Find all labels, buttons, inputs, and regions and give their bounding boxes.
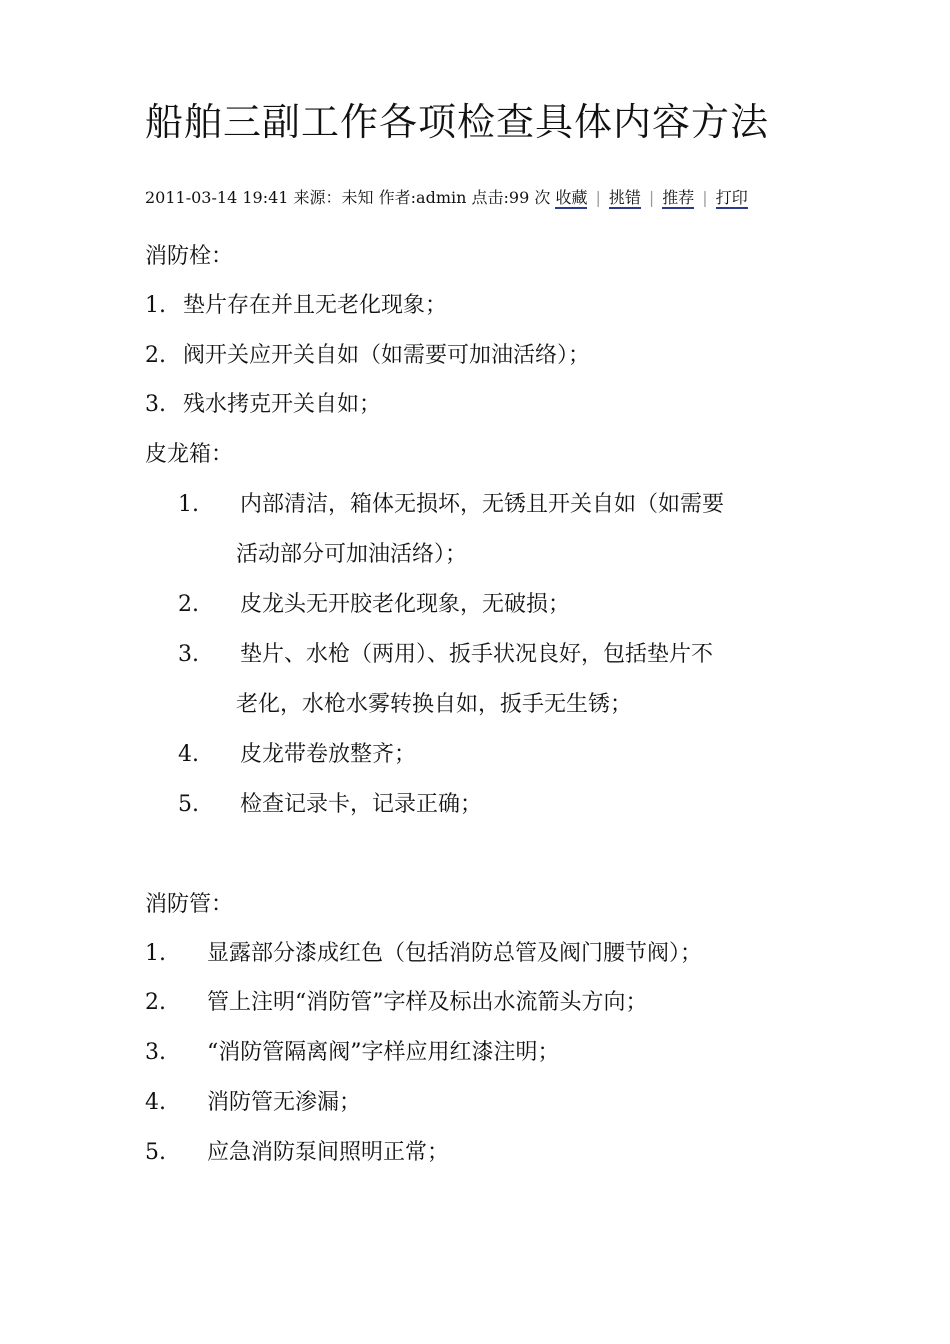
list-item [145, 341, 590, 371]
item-number: 1. [145, 293, 166, 318]
item-number: 5. [145, 1140, 166, 1165]
report-error-link[interactable]: 挑错 [608, 188, 641, 207]
item-number: 4. [178, 742, 199, 767]
item-number: 2. [145, 343, 166, 368]
list-item [145, 1088, 361, 1118]
separator: | [595, 188, 601, 207]
item-number: 2. [178, 592, 199, 617]
list-item [178, 490, 724, 520]
item-text: 应急消防泵间照明正常； [207, 1140, 450, 1165]
print-link[interactable]: 打印 [715, 188, 748, 207]
separator: | [648, 188, 655, 207]
list-item [145, 939, 702, 969]
section-heading-hydrant: 消防栓： [145, 244, 234, 269]
article-meta [145, 186, 810, 210]
item-text: 管上注明“消防管”字样及标出水流箭头方向； [207, 990, 648, 1015]
item-number: 3. [145, 1040, 166, 1065]
item-number: 1. [178, 492, 199, 517]
item-text: 显露部分漆成红色（包括消防总管及阀门腰节阀）； [207, 941, 703, 966]
item-text: 皮龙带卷放整齐； [240, 742, 417, 767]
click-count: 点击:99 次 [471, 188, 551, 207]
section-heading-hose-box: 皮龙箱： [145, 442, 234, 467]
publish-date: 2011-03-14 19:41 [145, 188, 289, 207]
item-number: 3. [178, 642, 199, 667]
item-number: 1. [145, 941, 166, 966]
item-number: 4. [145, 1090, 166, 1115]
favorite-link[interactable]: 收藏 [555, 188, 588, 207]
item-text: 消防管无渗漏； [207, 1090, 362, 1115]
list-item [178, 790, 482, 820]
list-item [145, 1138, 449, 1168]
item-text: 内部清洁，箱体无损坏，无锈且开关自如（如需要 [240, 492, 725, 517]
list-item [178, 740, 416, 770]
recommend-link[interactable]: 推荐 [662, 188, 695, 207]
list-item [145, 390, 381, 420]
item-number: 2. [145, 990, 166, 1015]
section-heading-fire-main: 消防管： [145, 892, 234, 917]
item-text: 残水拷克开关自如； [183, 392, 382, 417]
item-text-continued: 活动部分可加油活络）； [236, 542, 468, 567]
list-item [145, 291, 447, 321]
list-item [145, 988, 648, 1018]
page-title: 船舶三副工作各项检查具体内容方法 [145, 100, 770, 144]
item-text-continued: 老化，水枪水雾转换自如，扳手无生锈； [236, 692, 633, 717]
author-label: 作者:admin [378, 188, 467, 207]
list-item [178, 590, 570, 620]
item-text: 检查记录卡，记录正确； [240, 792, 483, 817]
list-item [145, 1038, 560, 1068]
item-text: “消防管隔离阀”字样应用红漆注明； [207, 1040, 560, 1065]
separator: | [702, 188, 708, 207]
item-number: 3. [145, 392, 166, 417]
item-text: 垫片存在并且无老化现象； [183, 293, 448, 318]
item-text: 皮龙头无开胶老化现象，无破损； [240, 592, 571, 617]
item-text: 阀开关应开关自如（如需要可加油活络）； [183, 343, 591, 368]
source-label: 来源：未知 [293, 188, 374, 207]
list-item [178, 640, 713, 670]
item-text: 垫片、水枪（两用）、扳手状况良好，包括垫片不 [240, 642, 714, 667]
item-number: 5. [178, 792, 199, 817]
